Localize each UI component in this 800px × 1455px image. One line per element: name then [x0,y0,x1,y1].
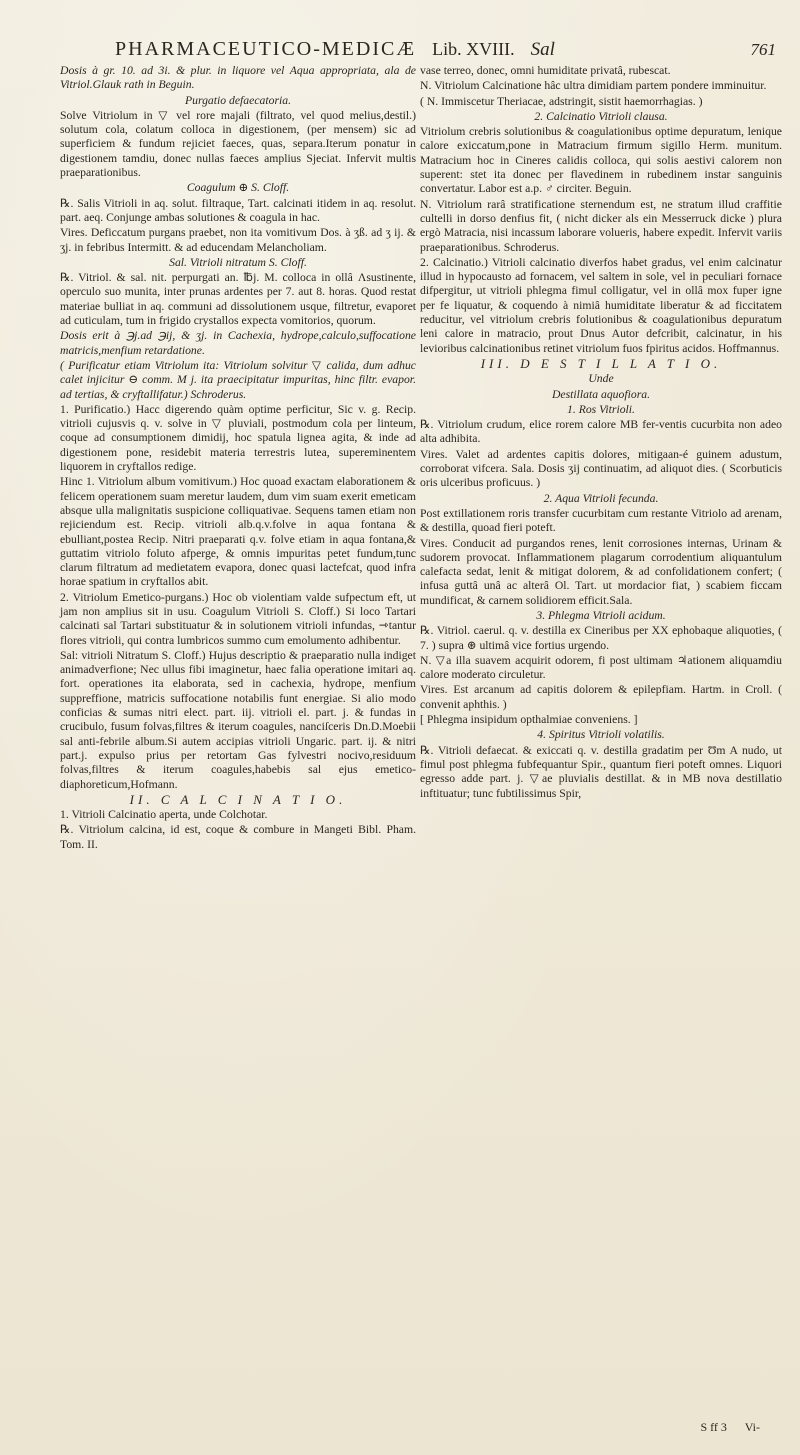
paragraph: [ Phlegma insipidum opthalmiae conveniens. ] [420,713,638,727]
paragraph: Dosis à gr. 10. ad 3i. & plur. in liquore vel Aqua appropriata, ala de Vitriol.Glauk rath in Beguin. [60,64,416,92]
paragraph: 3. Phlegma Vitrioli acidum. [536,608,666,622]
paragraph: Vires. Conducit ad purgandos renes, lenit corrosiones internas, Urinam & sudorem provocat. Inflammationem plagarum corrodentium aliquantulum calefacta sedat, lenit & mitigat dolorem, & ad confolidationem confert; ( infusa guttâ unâ ac alterâ Ol. Tart. ut mordacior fiat, ) scabiem ficcam mundificat, & carnem solidiorem efficit.Sala. [420,536,782,607]
paragraph: 2. Vitriolum Emetico-purgans.) Hoc ob violentiam valde sufpectum eft, ut jam non amplius sit in usu. Coagulum Vitrioli S. Cloff.) Si loco Tartari calcinati sal Tartari substituatur & in solutionem vitrioli infundas, ⇾tantur flores vitrioli, qui contra lumbricos summo cum emolumento adhibentur. [60,590,416,647]
paragraph: ℞. Vitriolum calcina, id est, coque & combure in Mangeti Bibl. Pham. Tom. II. [60,823,416,851]
paragraph: 4. Spiritus Vitrioli volatilis. [537,728,665,742]
paragraph: N. Vitriolum Calcinatione hâc ultra dimidiam partem pondere imminuitur. [420,79,767,93]
paragraph: vase terreo, donec, omni humiditate privatâ, rubescat. [420,64,671,77]
paragraph: 1. Purificatio.) Hacc digerendo quàm optime perficitur, Sic v. g. Recip. vitrioli cujusvis q. v. solve in ▽ pluviali, postmodum cola per linteum, coque ad consumptionem dimidij, hoc spatula lignea agita, & inde ad digestionem pone, residebit materia terrestris lutea, supereminentem liquorem in cryftallos redige. [60,402,416,474]
paragraph: 1. Ros Vitrioli. [567,402,635,416]
paragraph: Post extillationem roris transfer cucurbitam cum restante Vitriolo ad arenam, & destilla, quoad fieri poteft. [420,506,782,535]
paragraph: III. D E S T I L L A T I O. [480,355,722,371]
paragraph: ℞. Vitriol. caerul. q. v. destilla ex Cineribus per XX ephobaque aliquoties, ( 7. ) supra ⊛ ultimâ vice fortius urgendo. [420,624,782,652]
paragraph: Vitriolum crebris solutionibus & coagulationibus optime depuratum, lenique calore exiccatum,pone in Matracium firmum sigillo Herm. munitum. Matracium hoc in Cineres calidis colloca, qui solis aestivi calorem non superent: stet ita donec per flavedinem in rubedinem instar sanguinis convertatur. Labor est a.p. ♂ circiter. Beguin. [420,125,782,196]
paragraph: Destillata aquofiora. [551,387,651,401]
paragraph: Purgatio defaecatoria. [184,93,292,107]
paragraph: ℞. Salis Vitrioli in aq. solut. filtraque, Tart. calcinati itidem in aq. resolut. part. aeq. Conjunge ambas solutiones & coagula in hac. [60,196,416,224]
paragraph: 2. Aqua Vitrioli fecunda. [543,491,659,505]
paragraph: ℞. Vitrioli defaecat. & exiccati q. v. destilla gradatim per Ʊm A nudo, ut fimul post phlegma fubfequantur Spir., quantum fieri poteft omnes. Liquori egresso adde part. j. ▽ae pluvialis destillat. & in MB nova destillatio inftituatur; tunc fubtilissimus Spir, [420,743,782,800]
section-name: Sal [530,39,555,60]
paragraph: Vires. Est arcanum ad capitis dolorem & epilepfiam. Hartm. in Croll. ( convenit aphthis. ) [420,683,782,711]
paragraph: Unde [588,372,614,386]
paragraph: 2. Calcinatio.) Vitrioli calcinatio diverfos habet gradus, vel enim calcinatur illud in hypocausto ad fornacem, vel saltem in sole, vel in peculiari fornace difpergitur, ut vitrioli phlegma fimul colligatur, vel in ollâ mox fuper igne per fe liquatur, & coquendo à nimiâ humiditate liberatur & ad ficcitatem reducitur, vel vitriolum crebris folutionibus & coagulationibus depuratum leni calore in matracio, prout Dnus Autor defcribit, calcinatur, in his levioribus calcinationibus retinet vitriolum fuos fpiritus acidos. Hoffmannus. [420,255,782,355]
paragraph: ( Purificatur etiam Vitriolum ita: Vitriolum solvitur ▽ calida, dum adhuc calet injicitur ⊖ comm. M j. ita praecipitatur impuritas, hinc filtr. evapor. ad tertias, & cryftallifatur.) Schroderus. [60,358,416,401]
paragraph: Vires. Deficcatum purgans praebet, non ita vomitivum Dos. à ʒß. ad ʒ ij. & ʒj. in febribus Intermitt. & ad educendam Melancholiam. [60,226,416,254]
paragraph: Coagulum ⊕ S. Cloff. [186,181,290,195]
paragraph: 1. Vitrioli Calcinatio aperta, unde Colchotar. [60,808,268,822]
paragraph: II. C A L C I N A T I O. [129,791,347,807]
page-number: 761 [750,40,776,59]
paragraph: 2. Calcinatio Vitrioli clausa. [534,109,668,123]
paragraph: Sal. Vitrioli nitratum S. Cloff. [169,255,307,269]
paragraph: ℞. Vitriolum crudum, elice rorem calore MB fer-ventis cucurbita non adeo alta adhibita. [420,418,782,446]
running-title: PHARMACEUTICO-MEDICÆ [115,38,417,60]
right-column [420,64,782,802]
book-number: Lib. XVIII. [432,39,515,59]
paragraph: Dosis erit à ℈j.ad ℈ij, & ʒj. in Cachexia, hydrope,calculo,suffocatione matricis,menfium retardatione. [60,329,416,357]
paragraph: ( N. Immiscetur Theriacae, adstringit, sistit haemorrhagias. ) [420,94,703,108]
paragraph: Vires. Valet ad ardentes capitis dolores, mitigaan-é guinem adustum, corroborat vifcera. Sala. Dosis ʒij continuatim, ad aliquot dies. ( Scorbuticis oris ulceribus proficuus. ) [420,447,782,490]
signature-mark: S ff 3 [700,1420,727,1434]
paragraph: ℞. Vitriol. & sal. nit. perpurgati an. ℔j. M. colloca in ollâ Λsustinente, operculo suo munita, inter prunas ardentes per 7. aut 8. horas. Quod restat materiae bulliat in aq. communi ad dissolutionem usque, filtretur, evaporet ad cuticulam, tum in frigido crystallos expecta vomitorios, quorum. [60,271,416,328]
page-footer [700,1420,760,1435]
paragraph: Solve Vitriolum in ▽ vel rore majali (filtrato, vel quod melius,destil.) solutum cola, colatum colloca in digestionem, (per mensem) sic ad superficiem & fundum rejiciet faeces, quas, separa.Iterum ponatur in digestionem tamdiu, donec nullas faeces amplius Sjeciat. Infervit multis praeparationibus. [60,108,416,180]
paragraph: N. Vitriolum rarâ stratificatione sternendum est, ne stratum illud craffitie cultelli in dorso denfius fit, ( nicht dicker als ein Messerruck dicke ) plura ergò Matracia, nisi incassum laborare volueris, habere expedit. Infervit variis praeparationibus. Schroderus. [420,197,782,254]
paragraph: Sal: vitrioli Nitratum S. Cloff.) Hujus descriptio & praeparatio nulla indiget animadverfione; Nec ullus fibi imaginetur, haec falia operatione imitari aq. fort. operationes ita elaborata, sed in cachexia, hydrope, menfium suppreffione, matricis suffocatione notabilis funt energiae. Si alio modo conficias & sumas nitri elect. part. iij. vitrioli el. part. j. & fundas in crucibulo, fusum folvas,filtres & iterum coagules, nanciſceris Dn.D.Moebii sal anti-febrile album.Si autem accipias vitrioli Ungaric. part. ij. & nitri part.j. expulso prius per retortam Gas fylvestri nocivo,residuum folvas,filtres & iterum coagules,habebis sal ejus emetico-diaphoreticum,Hofmann. [60,648,416,791]
paragraph: Hinc 1. Vitriolum album vomitivum.) Hoc quoad exactam elaborationem & felicem operationem suam meretur laudem, dum vim suam exerit emeticam absque ulla malignitatis suspicione colliquativae. Sequens tamen etiam non rejiciendum est. Recip. vitrioli alb.q.v.folve in aqua fontana & ebulliant,postea Recip. Nitri praeparati q.v. folve etiam in aqua fontana,& guttatim vitriolo foluto afperge, & omnis impuritas petet fundum,tunc clarum filtratum ad medietatem evapora, donec quasi lactefcat, quod infra horae spatium in cryftallos abit. [60,475,416,589]
catchword: Vi- [744,1420,760,1434]
left-column [60,64,416,853]
paragraph: N. ▽a illa suavem acquirit odorem, fi post ultimam ♃ationem aliquamdiu calore moderato circuletur. [420,653,782,682]
